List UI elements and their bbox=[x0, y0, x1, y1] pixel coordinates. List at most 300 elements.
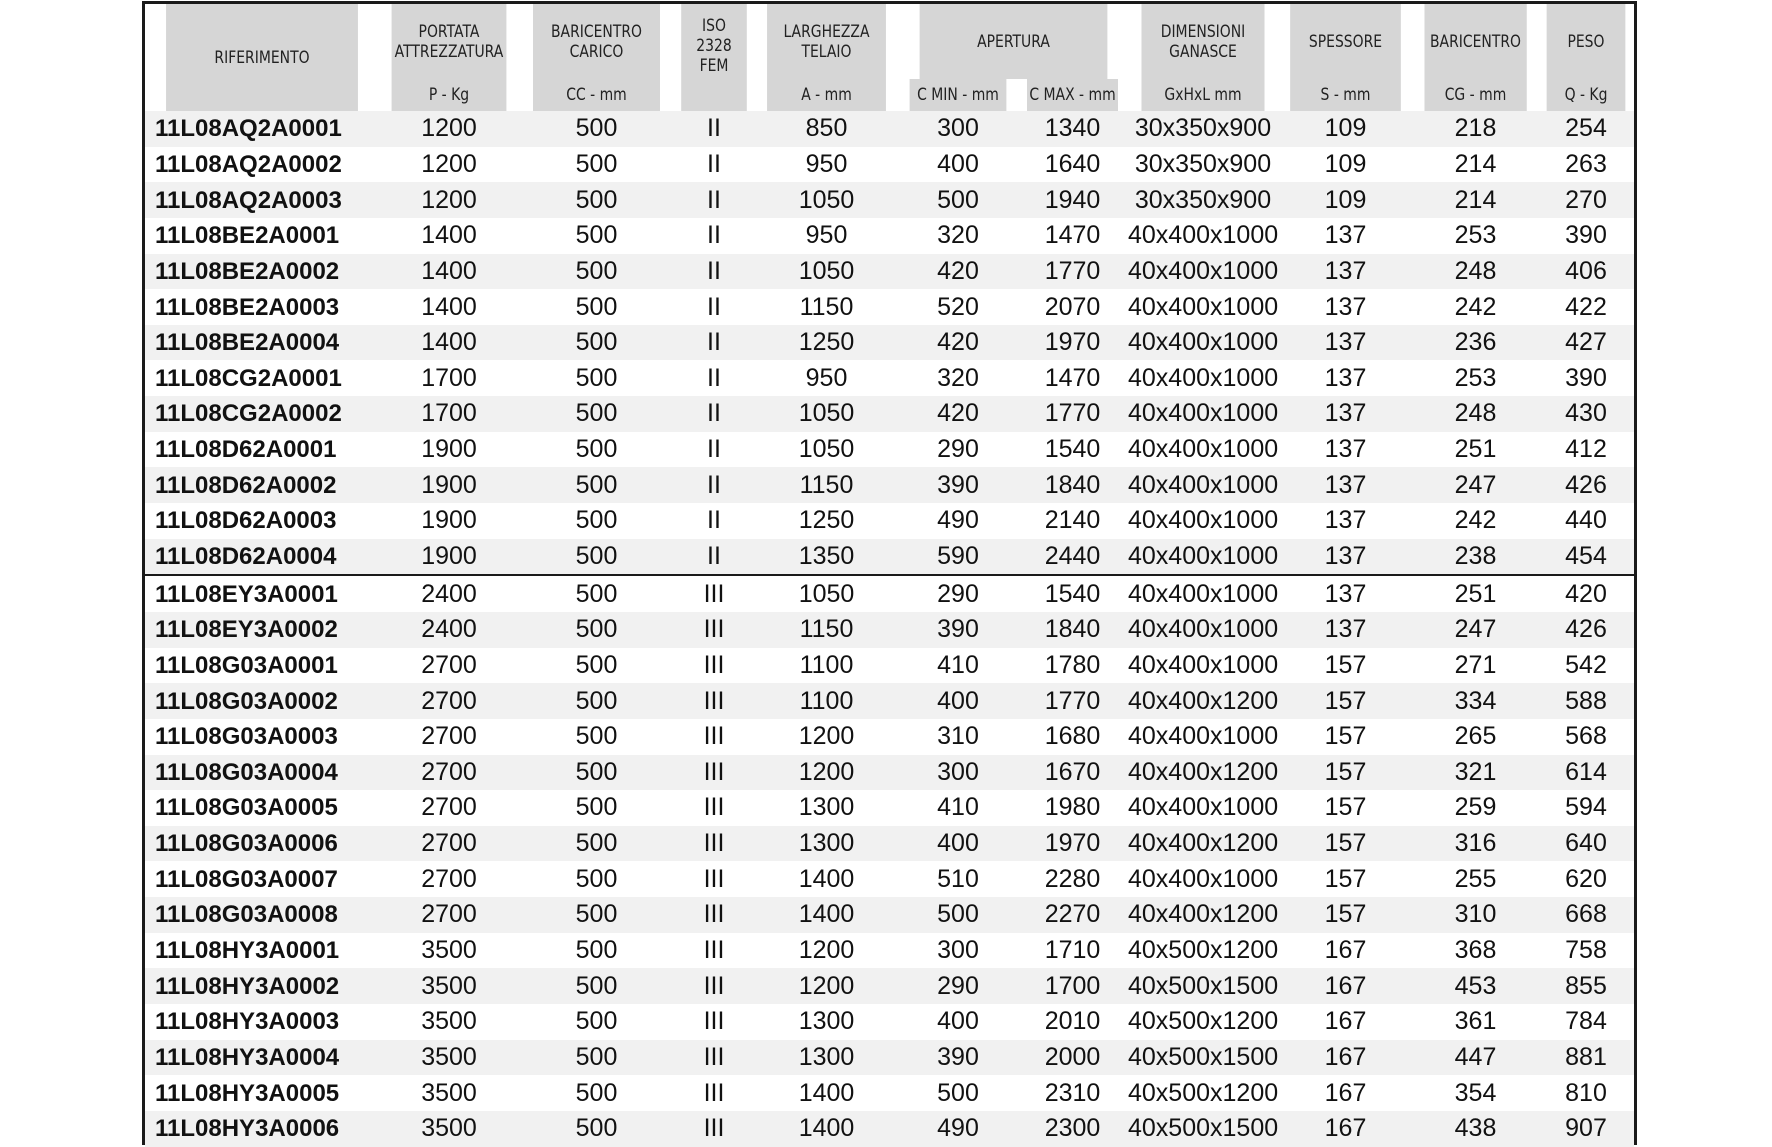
table-cell: 251 bbox=[1413, 575, 1538, 612]
table-cell: 40x400x1000 bbox=[1128, 612, 1278, 648]
table-cell: 490 bbox=[899, 503, 1017, 539]
table-cell: 500 bbox=[899, 1075, 1017, 1111]
row-reference: 11L08G03A0008 bbox=[145, 897, 379, 933]
unit-cc-mm: CC - mm bbox=[533, 79, 660, 111]
table-cell: 950 bbox=[754, 147, 899, 183]
table-cell: 1300 bbox=[754, 1004, 899, 1040]
table-cell: III bbox=[674, 968, 754, 1004]
table-cell: 40x400x1000 bbox=[1128, 289, 1278, 325]
row-reference: 11L08G03A0002 bbox=[145, 683, 379, 719]
table-cell: III bbox=[674, 933, 754, 969]
table-cell: 2300 bbox=[1017, 1111, 1128, 1147]
table-cell: 30x350x900 bbox=[1128, 182, 1278, 218]
table-cell: 109 bbox=[1278, 182, 1413, 218]
table-row bbox=[145, 683, 1634, 719]
table-cell: 214 bbox=[1413, 147, 1538, 183]
table-cell: 300 bbox=[899, 111, 1017, 147]
table-cell: 255 bbox=[1413, 861, 1538, 897]
table-cell: 500 bbox=[519, 289, 674, 325]
table-cell: 40x500x1500 bbox=[1128, 1111, 1278, 1147]
table-cell: 668 bbox=[1538, 897, 1634, 933]
table-cell: 3500 bbox=[379, 1111, 519, 1147]
table-cell: 137 bbox=[1278, 575, 1413, 612]
table-cell: 310 bbox=[1413, 897, 1538, 933]
table-cell: 400 bbox=[899, 683, 1017, 719]
table-cell: 588 bbox=[1538, 683, 1634, 719]
table-cell: 1100 bbox=[754, 683, 899, 719]
table-cell: 1300 bbox=[754, 790, 899, 826]
table-cell: 238 bbox=[1413, 539, 1538, 576]
table-cell: 242 bbox=[1413, 289, 1538, 325]
row-reference: 11L08D62A0004 bbox=[145, 539, 379, 576]
table-cell: 300 bbox=[899, 755, 1017, 791]
table-cell: 137 bbox=[1278, 432, 1413, 468]
table-cell: 1700 bbox=[379, 360, 519, 396]
table-cell: 950 bbox=[754, 360, 899, 396]
table-cell: III bbox=[674, 1040, 754, 1076]
table-cell: 500 bbox=[519, 612, 674, 648]
table-cell: 1710 bbox=[1017, 933, 1128, 969]
table-cell: 500 bbox=[519, 147, 674, 183]
table-cell: III bbox=[674, 575, 754, 612]
table-cell: 422 bbox=[1538, 289, 1634, 325]
table-cell: 40x400x1200 bbox=[1128, 755, 1278, 791]
row-reference: 11L08HY3A0001 bbox=[145, 933, 379, 969]
table-cell: II bbox=[674, 289, 754, 325]
table-cell: 3500 bbox=[379, 1075, 519, 1111]
table-row bbox=[145, 503, 1634, 539]
table-cell: 1150 bbox=[754, 612, 899, 648]
table-cell: 137 bbox=[1278, 325, 1413, 361]
table-cell: 2440 bbox=[1017, 539, 1128, 576]
table-cell: 40x500x1500 bbox=[1128, 1040, 1278, 1076]
table-cell: 1100 bbox=[754, 648, 899, 684]
table-cell: 40x500x1200 bbox=[1128, 933, 1278, 969]
table-cell: 500 bbox=[899, 182, 1017, 218]
row-reference: 11L08AQ2A0003 bbox=[145, 182, 379, 218]
table-cell: 1400 bbox=[754, 897, 899, 933]
table-cell: 2010 bbox=[1017, 1004, 1128, 1040]
row-reference: 11L08G03A0001 bbox=[145, 648, 379, 684]
table-cell: 30x350x900 bbox=[1128, 111, 1278, 147]
table-cell: 758 bbox=[1538, 933, 1634, 969]
table-cell: 2700 bbox=[379, 826, 519, 862]
table-cell: 500 bbox=[519, 861, 674, 897]
table-cell: 594 bbox=[1538, 790, 1634, 826]
table-cell: 1540 bbox=[1017, 432, 1128, 468]
table-cell: II bbox=[674, 111, 754, 147]
table-cell: 500 bbox=[519, 826, 674, 862]
table-cell: 242 bbox=[1413, 503, 1538, 539]
table-cell: 500 bbox=[519, 182, 674, 218]
table-cell: 426 bbox=[1538, 612, 1634, 648]
table-cell: 520 bbox=[899, 289, 1017, 325]
table-row bbox=[145, 648, 1634, 684]
table-cell: 620 bbox=[1538, 861, 1634, 897]
table-row bbox=[145, 861, 1634, 897]
table-cell: 271 bbox=[1413, 648, 1538, 684]
table-cell: 157 bbox=[1278, 755, 1413, 791]
table-cell: III bbox=[674, 861, 754, 897]
table-cell: 400 bbox=[899, 147, 1017, 183]
unit-cmin-mm: C MIN - mm bbox=[910, 79, 1007, 111]
table-cell: 1150 bbox=[754, 289, 899, 325]
table-cell: 1400 bbox=[754, 861, 899, 897]
table-cell: 500 bbox=[519, 968, 674, 1004]
row-reference: 11L08G03A0006 bbox=[145, 826, 379, 862]
unit-cmax-mm: C MAX - mm bbox=[1027, 79, 1118, 111]
table-row bbox=[145, 539, 1634, 576]
table-cell: 1300 bbox=[754, 826, 899, 862]
table-cell: 137 bbox=[1278, 467, 1413, 503]
table-row bbox=[145, 218, 1634, 254]
table-cell: 406 bbox=[1538, 254, 1634, 290]
table-row bbox=[145, 826, 1634, 862]
table-row bbox=[145, 897, 1634, 933]
table-cell: II bbox=[674, 503, 754, 539]
table-cell: 438 bbox=[1413, 1111, 1538, 1147]
table-cell: 2070 bbox=[1017, 289, 1128, 325]
table-cell: 1350 bbox=[754, 539, 899, 576]
table-cell: 447 bbox=[1413, 1040, 1538, 1076]
table-cell: 2700 bbox=[379, 897, 519, 933]
table-cell: 40x400x1000 bbox=[1128, 648, 1278, 684]
table-row bbox=[145, 790, 1634, 826]
table-cell: 1540 bbox=[1017, 575, 1128, 612]
table-cell: 1700 bbox=[379, 396, 519, 432]
table-row bbox=[145, 968, 1634, 1004]
table-cell: 354 bbox=[1413, 1075, 1538, 1111]
table-cell: 542 bbox=[1538, 648, 1634, 684]
table-cell: 2400 bbox=[379, 612, 519, 648]
table-cell: 500 bbox=[519, 111, 674, 147]
table-row bbox=[145, 719, 1634, 755]
table-cell: 167 bbox=[1278, 1040, 1413, 1076]
table-cell: 320 bbox=[899, 360, 1017, 396]
table-cell: 320 bbox=[899, 218, 1017, 254]
row-reference: 11L08CG2A0002 bbox=[145, 396, 379, 432]
table-cell: 2700 bbox=[379, 755, 519, 791]
table-cell: 390 bbox=[899, 1040, 1017, 1076]
table-cell: II bbox=[674, 360, 754, 396]
table-cell: 490 bbox=[899, 1111, 1017, 1147]
table-cell: 40x400x1000 bbox=[1128, 719, 1278, 755]
table-row bbox=[145, 467, 1634, 503]
table-cell: 855 bbox=[1538, 968, 1634, 1004]
unit-a-mm: A - mm bbox=[767, 79, 886, 111]
table-cell: 500 bbox=[519, 755, 674, 791]
table-row bbox=[145, 289, 1634, 325]
table-cell: 1840 bbox=[1017, 612, 1128, 648]
table-cell: 316 bbox=[1413, 826, 1538, 862]
table-cell: 157 bbox=[1278, 648, 1413, 684]
table-cell: III bbox=[674, 826, 754, 862]
table-cell: 1770 bbox=[1017, 396, 1128, 432]
table-cell: 1470 bbox=[1017, 360, 1128, 396]
table-cell: 500 bbox=[519, 1004, 674, 1040]
table-cell: 2700 bbox=[379, 861, 519, 897]
header-larghezza: LARGHEZZA TELAIO bbox=[767, 4, 886, 79]
table-cell: 420 bbox=[899, 254, 1017, 290]
table-cell: III bbox=[674, 755, 754, 791]
table-cell: 500 bbox=[519, 790, 674, 826]
table-cell: 40x500x1200 bbox=[1128, 1075, 1278, 1111]
table-cell: II bbox=[674, 182, 754, 218]
table-cell: 2700 bbox=[379, 790, 519, 826]
table-row bbox=[145, 1075, 1634, 1111]
table-cell: 40x400x1000 bbox=[1128, 575, 1278, 612]
row-reference: 11L08BE2A0001 bbox=[145, 218, 379, 254]
header-peso: PESO bbox=[1547, 4, 1626, 79]
table-cell: 426 bbox=[1538, 467, 1634, 503]
row-reference: 11L08G03A0005 bbox=[145, 790, 379, 826]
unit-gxhxl-mm: GxHxL mm bbox=[1142, 79, 1265, 111]
table-cell: 3500 bbox=[379, 1040, 519, 1076]
table-cell: 1400 bbox=[754, 1111, 899, 1147]
table-cell: 412 bbox=[1538, 432, 1634, 468]
table-cell: 1200 bbox=[754, 968, 899, 1004]
table-cell: 1640 bbox=[1017, 147, 1128, 183]
table-cell: 390 bbox=[1538, 218, 1634, 254]
table-row bbox=[145, 755, 1634, 791]
table-cell: 500 bbox=[519, 254, 674, 290]
table-cell: 40x400x1000 bbox=[1128, 432, 1278, 468]
row-reference: 11L08CG2A0001 bbox=[145, 360, 379, 396]
table-cell: 390 bbox=[899, 612, 1017, 648]
row-reference: 11L08D62A0001 bbox=[145, 432, 379, 468]
table-cell: III bbox=[674, 683, 754, 719]
table-cell: 157 bbox=[1278, 719, 1413, 755]
table-row bbox=[145, 360, 1634, 396]
table-row bbox=[145, 1040, 1634, 1076]
table-cell: II bbox=[674, 432, 754, 468]
table-cell: 40x500x1500 bbox=[1128, 968, 1278, 1004]
table-cell: 157 bbox=[1278, 861, 1413, 897]
table-cell: 1770 bbox=[1017, 683, 1128, 719]
table-cell: 157 bbox=[1278, 790, 1413, 826]
table-cell: 40x400x1000 bbox=[1128, 325, 1278, 361]
table-cell: 290 bbox=[899, 432, 1017, 468]
table-cell: 137 bbox=[1278, 254, 1413, 290]
table-cell: 1400 bbox=[379, 325, 519, 361]
table-cell: 137 bbox=[1278, 503, 1413, 539]
table-cell: 259 bbox=[1413, 790, 1538, 826]
table-cell: 1940 bbox=[1017, 182, 1128, 218]
table-cell: 400 bbox=[899, 826, 1017, 862]
header-baricentro: BARICENTRO bbox=[1424, 4, 1527, 79]
table-cell: 2400 bbox=[379, 575, 519, 612]
table-cell: 40x400x1000 bbox=[1128, 254, 1278, 290]
table-cell: III bbox=[674, 648, 754, 684]
table-cell: 265 bbox=[1413, 719, 1538, 755]
table-cell: 218 bbox=[1413, 111, 1538, 147]
spec-table-frame bbox=[142, 1, 1637, 1145]
table-cell: 568 bbox=[1538, 719, 1634, 755]
table-cell: 1200 bbox=[379, 147, 519, 183]
table-cell: 784 bbox=[1538, 1004, 1634, 1040]
header-dimensioni: DIMENSIONI GANASCE bbox=[1142, 4, 1265, 79]
table-cell: 40x400x1000 bbox=[1128, 539, 1278, 576]
table-cell: 500 bbox=[519, 539, 674, 576]
table-cell: 1200 bbox=[754, 755, 899, 791]
table-row bbox=[145, 575, 1634, 612]
table-cell: 1400 bbox=[379, 218, 519, 254]
table-cell: 253 bbox=[1413, 360, 1538, 396]
table-cell: 1900 bbox=[379, 539, 519, 576]
table-cell: 1200 bbox=[379, 182, 519, 218]
table-cell: 1400 bbox=[379, 254, 519, 290]
unit-p-kg: P - Kg bbox=[392, 79, 507, 111]
table-row bbox=[145, 254, 1634, 290]
table-cell: 167 bbox=[1278, 968, 1413, 1004]
table-cell: 40x400x1000 bbox=[1128, 396, 1278, 432]
table-cell: 614 bbox=[1538, 755, 1634, 791]
table-cell: 1680 bbox=[1017, 719, 1128, 755]
table-cell: 430 bbox=[1538, 396, 1634, 432]
spec-table bbox=[145, 4, 1634, 1147]
table-cell: 310 bbox=[899, 719, 1017, 755]
table-cell: III bbox=[674, 612, 754, 648]
table-cell: 1400 bbox=[379, 289, 519, 325]
table-cell: 1700 bbox=[1017, 968, 1128, 1004]
table-cell: 253 bbox=[1413, 218, 1538, 254]
table-cell: 454 bbox=[1538, 539, 1634, 576]
table-row bbox=[145, 396, 1634, 432]
table-cell: 1970 bbox=[1017, 826, 1128, 862]
table-cell: 881 bbox=[1538, 1040, 1634, 1076]
table-cell: 420 bbox=[899, 325, 1017, 361]
table-cell: 40x400x1000 bbox=[1128, 360, 1278, 396]
row-reference: 11L08BE2A0004 bbox=[145, 325, 379, 361]
table-cell: 420 bbox=[1538, 575, 1634, 612]
table-row bbox=[145, 432, 1634, 468]
table-cell: 247 bbox=[1413, 467, 1538, 503]
header-iso: ISO 2328 FEM bbox=[681, 4, 747, 111]
table-cell: II bbox=[674, 147, 754, 183]
table-cell: 850 bbox=[754, 111, 899, 147]
table-cell: 167 bbox=[1278, 1075, 1413, 1111]
row-reference: 11L08G03A0003 bbox=[145, 719, 379, 755]
table-cell: III bbox=[674, 1075, 754, 1111]
table-row bbox=[145, 147, 1634, 183]
table-cell: 137 bbox=[1278, 289, 1413, 325]
table-cell: 334 bbox=[1413, 683, 1538, 719]
header-spessore: SPESSORE bbox=[1290, 4, 1401, 79]
table-cell: 500 bbox=[519, 575, 674, 612]
table-cell: 1400 bbox=[754, 1075, 899, 1111]
table-cell: 3500 bbox=[379, 968, 519, 1004]
table-cell: 40x400x1200 bbox=[1128, 683, 1278, 719]
row-reference: 11L08HY3A0004 bbox=[145, 1040, 379, 1076]
table-cell: 247 bbox=[1413, 612, 1538, 648]
table-cell: 2270 bbox=[1017, 897, 1128, 933]
table-cell: 640 bbox=[1538, 826, 1634, 862]
table-cell: III bbox=[674, 719, 754, 755]
header-portata: PORTATA ATTREZZATURA bbox=[392, 4, 507, 79]
table-cell: 907 bbox=[1538, 1111, 1634, 1147]
table-cell: 40x400x1000 bbox=[1128, 503, 1278, 539]
table-cell: 137 bbox=[1278, 612, 1413, 648]
table-cell: 290 bbox=[899, 575, 1017, 612]
table-cell: 500 bbox=[519, 432, 674, 468]
table-cell: 1050 bbox=[754, 182, 899, 218]
table-cell: 810 bbox=[1538, 1075, 1634, 1111]
table-cell: 137 bbox=[1278, 360, 1413, 396]
table-cell: 1050 bbox=[754, 396, 899, 432]
row-reference: 11L08HY3A0003 bbox=[145, 1004, 379, 1040]
table-cell: 440 bbox=[1538, 503, 1634, 539]
table-cell: 30x350x900 bbox=[1128, 147, 1278, 183]
table-row bbox=[145, 182, 1634, 218]
row-reference: 11L08BE2A0002 bbox=[145, 254, 379, 290]
table-cell: 500 bbox=[519, 897, 674, 933]
row-reference: 11L08D62A0002 bbox=[145, 467, 379, 503]
unit-q-kg: Q - Kg bbox=[1547, 79, 1626, 111]
table-cell: 40x400x1000 bbox=[1128, 218, 1278, 254]
table-cell: 40x400x1000 bbox=[1128, 861, 1278, 897]
table-cell: II bbox=[674, 467, 754, 503]
header-apertura: APERTURA bbox=[920, 4, 1108, 79]
table-cell: 109 bbox=[1278, 111, 1413, 147]
row-reference: 11L08HY3A0006 bbox=[145, 1111, 379, 1147]
table-cell: 500 bbox=[519, 218, 674, 254]
table-cell: 500 bbox=[519, 683, 674, 719]
table-cell: 1340 bbox=[1017, 111, 1128, 147]
table-cell: 1900 bbox=[379, 432, 519, 468]
table-cell: 251 bbox=[1413, 432, 1538, 468]
table-cell: 254 bbox=[1538, 111, 1634, 147]
row-reference: 11L08G03A0004 bbox=[145, 755, 379, 791]
table-cell: III bbox=[674, 1004, 754, 1040]
table-cell: 510 bbox=[899, 861, 1017, 897]
table-cell: 1770 bbox=[1017, 254, 1128, 290]
table-cell: 500 bbox=[519, 648, 674, 684]
table-cell: 1200 bbox=[754, 933, 899, 969]
table-cell: 950 bbox=[754, 218, 899, 254]
table-cell: 420 bbox=[899, 396, 1017, 432]
table-cell: 157 bbox=[1278, 897, 1413, 933]
table-row bbox=[145, 612, 1634, 648]
table-cell: II bbox=[674, 396, 754, 432]
row-reference: 11L08AQ2A0001 bbox=[145, 111, 379, 147]
table-row bbox=[145, 325, 1634, 361]
row-reference: 11L08BE2A0003 bbox=[145, 289, 379, 325]
table-cell: 40x400x1200 bbox=[1128, 897, 1278, 933]
table-cell: 1250 bbox=[754, 503, 899, 539]
table-cell: 40x400x1200 bbox=[1128, 826, 1278, 862]
table-cell: 40x500x1200 bbox=[1128, 1004, 1278, 1040]
table-cell: II bbox=[674, 325, 754, 361]
table-row bbox=[145, 1111, 1634, 1147]
row-reference: 11L08G03A0007 bbox=[145, 861, 379, 897]
table-cell: 40x400x1000 bbox=[1128, 790, 1278, 826]
unit-cg-mm: CG - mm bbox=[1424, 79, 1527, 111]
table-cell: 500 bbox=[519, 503, 674, 539]
table-cell: 157 bbox=[1278, 826, 1413, 862]
table-cell: 2000 bbox=[1017, 1040, 1128, 1076]
table-cell: 400 bbox=[899, 1004, 1017, 1040]
table-cell: 137 bbox=[1278, 396, 1413, 432]
table-cell: 1300 bbox=[754, 1040, 899, 1076]
table-cell: 500 bbox=[519, 1040, 674, 1076]
table-cell: 1840 bbox=[1017, 467, 1128, 503]
table-cell: 361 bbox=[1413, 1004, 1538, 1040]
table-cell: 500 bbox=[519, 360, 674, 396]
table-cell: 500 bbox=[519, 325, 674, 361]
table-cell: 157 bbox=[1278, 683, 1413, 719]
table-cell: 1780 bbox=[1017, 648, 1128, 684]
row-reference: 11L08D62A0003 bbox=[145, 503, 379, 539]
